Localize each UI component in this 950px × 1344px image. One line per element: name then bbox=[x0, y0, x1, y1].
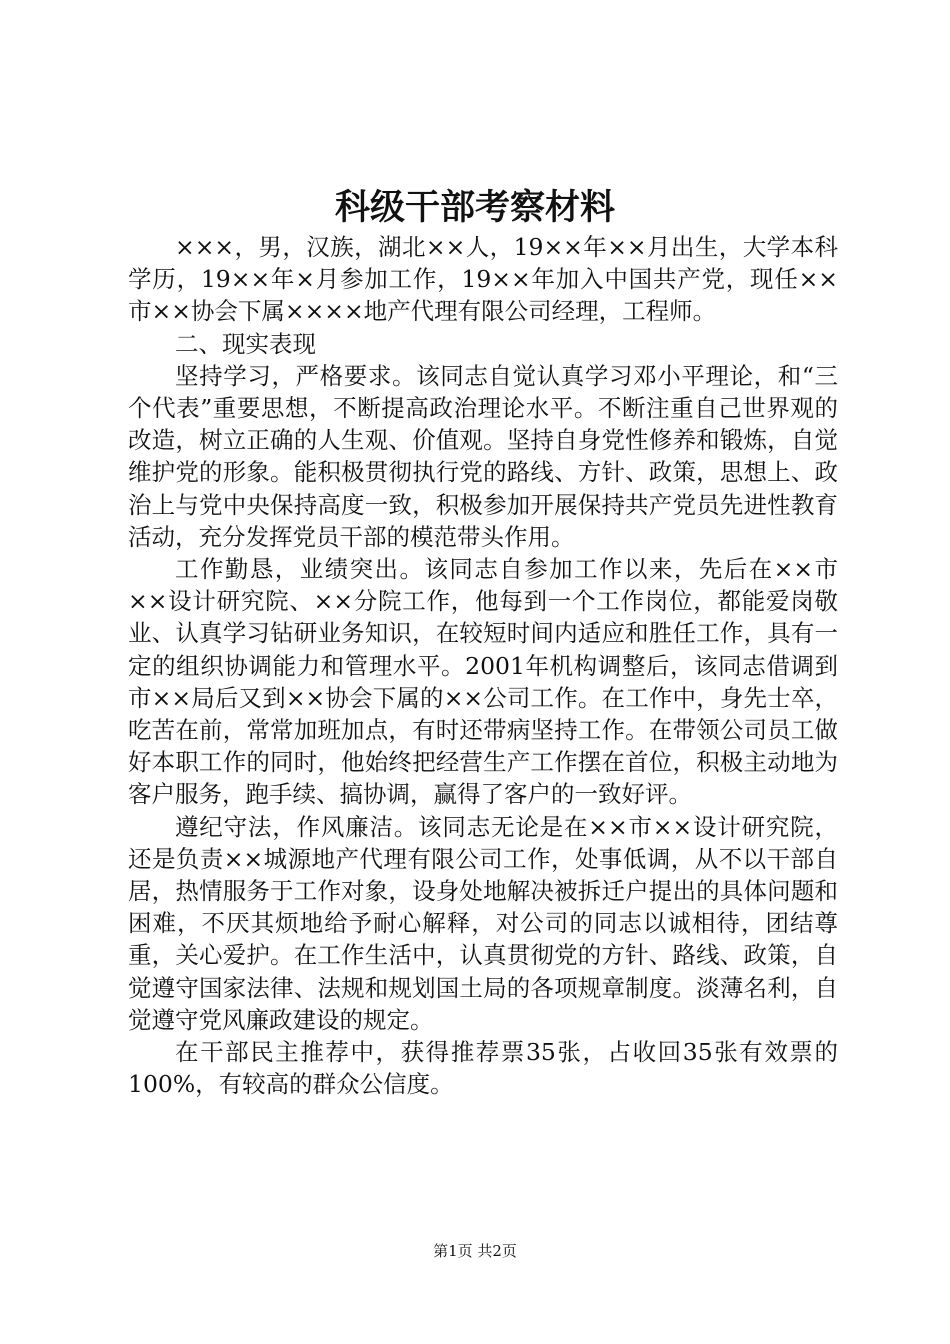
document-body bbox=[128, 231, 838, 1100]
paragraph-study: 坚持学习，严格要求。该同志自觉认真学习邓小平理论，和“三个代表”重要思想，不断提高政治理论水平。不断注重自己世界观的改造，树立正确的人生观、价值观。坚持自身党性修养和锻炼，自觉维护党的形象。能积极贯彻执行党的路线、方针、政策，思想上、政治上与党中央保持高度一致，积极参加开展保持共产党员先进性教育活动，充分发挥党员干部的模范带头作用。 bbox=[128, 361, 838, 551]
paragraph-basic-info: ×××，男，汉族，湖北××人，19××年××月出生，大学本科学历，19××年×月参加工作，19××年加入中国共产党，现任××市××协会下属××××地产代理有限公司经理，工程师。 bbox=[128, 233, 838, 326]
page-footer: 第1页 共2页 bbox=[433, 1242, 517, 1260]
document-title: 科级干部考察材料 bbox=[334, 187, 615, 228]
section-heading: 二、现实表现 bbox=[175, 329, 316, 358]
paragraph-recommendation: 在干部民主推荐中，获得推荐票35张，占收回35张有效票的100%，有较高的群众公信度。 bbox=[128, 1038, 838, 1099]
paragraph-work: 工作勤恳，业绩突出。该同志自参加工作以来，先后在××市××设计研究院、××分院工作，他每到一个工作岗位，都能爱岗敬业、认真学习钻研业务知识，在较短时间内适应和胜任工作，具有一定的组织协调能力和管理水平。2001年机构调整后，该同志借调到市××局后又到××协会下属的××公司工作。在工作中，身先士卒，吃苦在前，常常加班加点，有时还带病坚持工作。在带领公司员工做好本职工作的同时，他始终把经营生产工作摆在首位，积极主动地为客户服务，跑手续、搞协调，赢得了客户的一致好评。 bbox=[128, 555, 838, 809]
paragraph-discipline: 遵纪守法，作风廉洁。该同志无论是在××市××设计研究院，还是负责××城源地产代理有限公司工作，处事低调，从不以干部自居，热情服务于工作对象，设身处地解决被拆迁户提出的具体问题和困难，不厌其烦地给予耐心解释，对公司的同志以诚相待，团结尊重，关心爱护。在工作生活中，认真贯彻党的方针、路线、政策，自觉遵守国家法律、法规和规划国土局的各项规章制度。淡薄名利，自觉遵守党风廉政建设的规定。 bbox=[128, 812, 838, 1034]
